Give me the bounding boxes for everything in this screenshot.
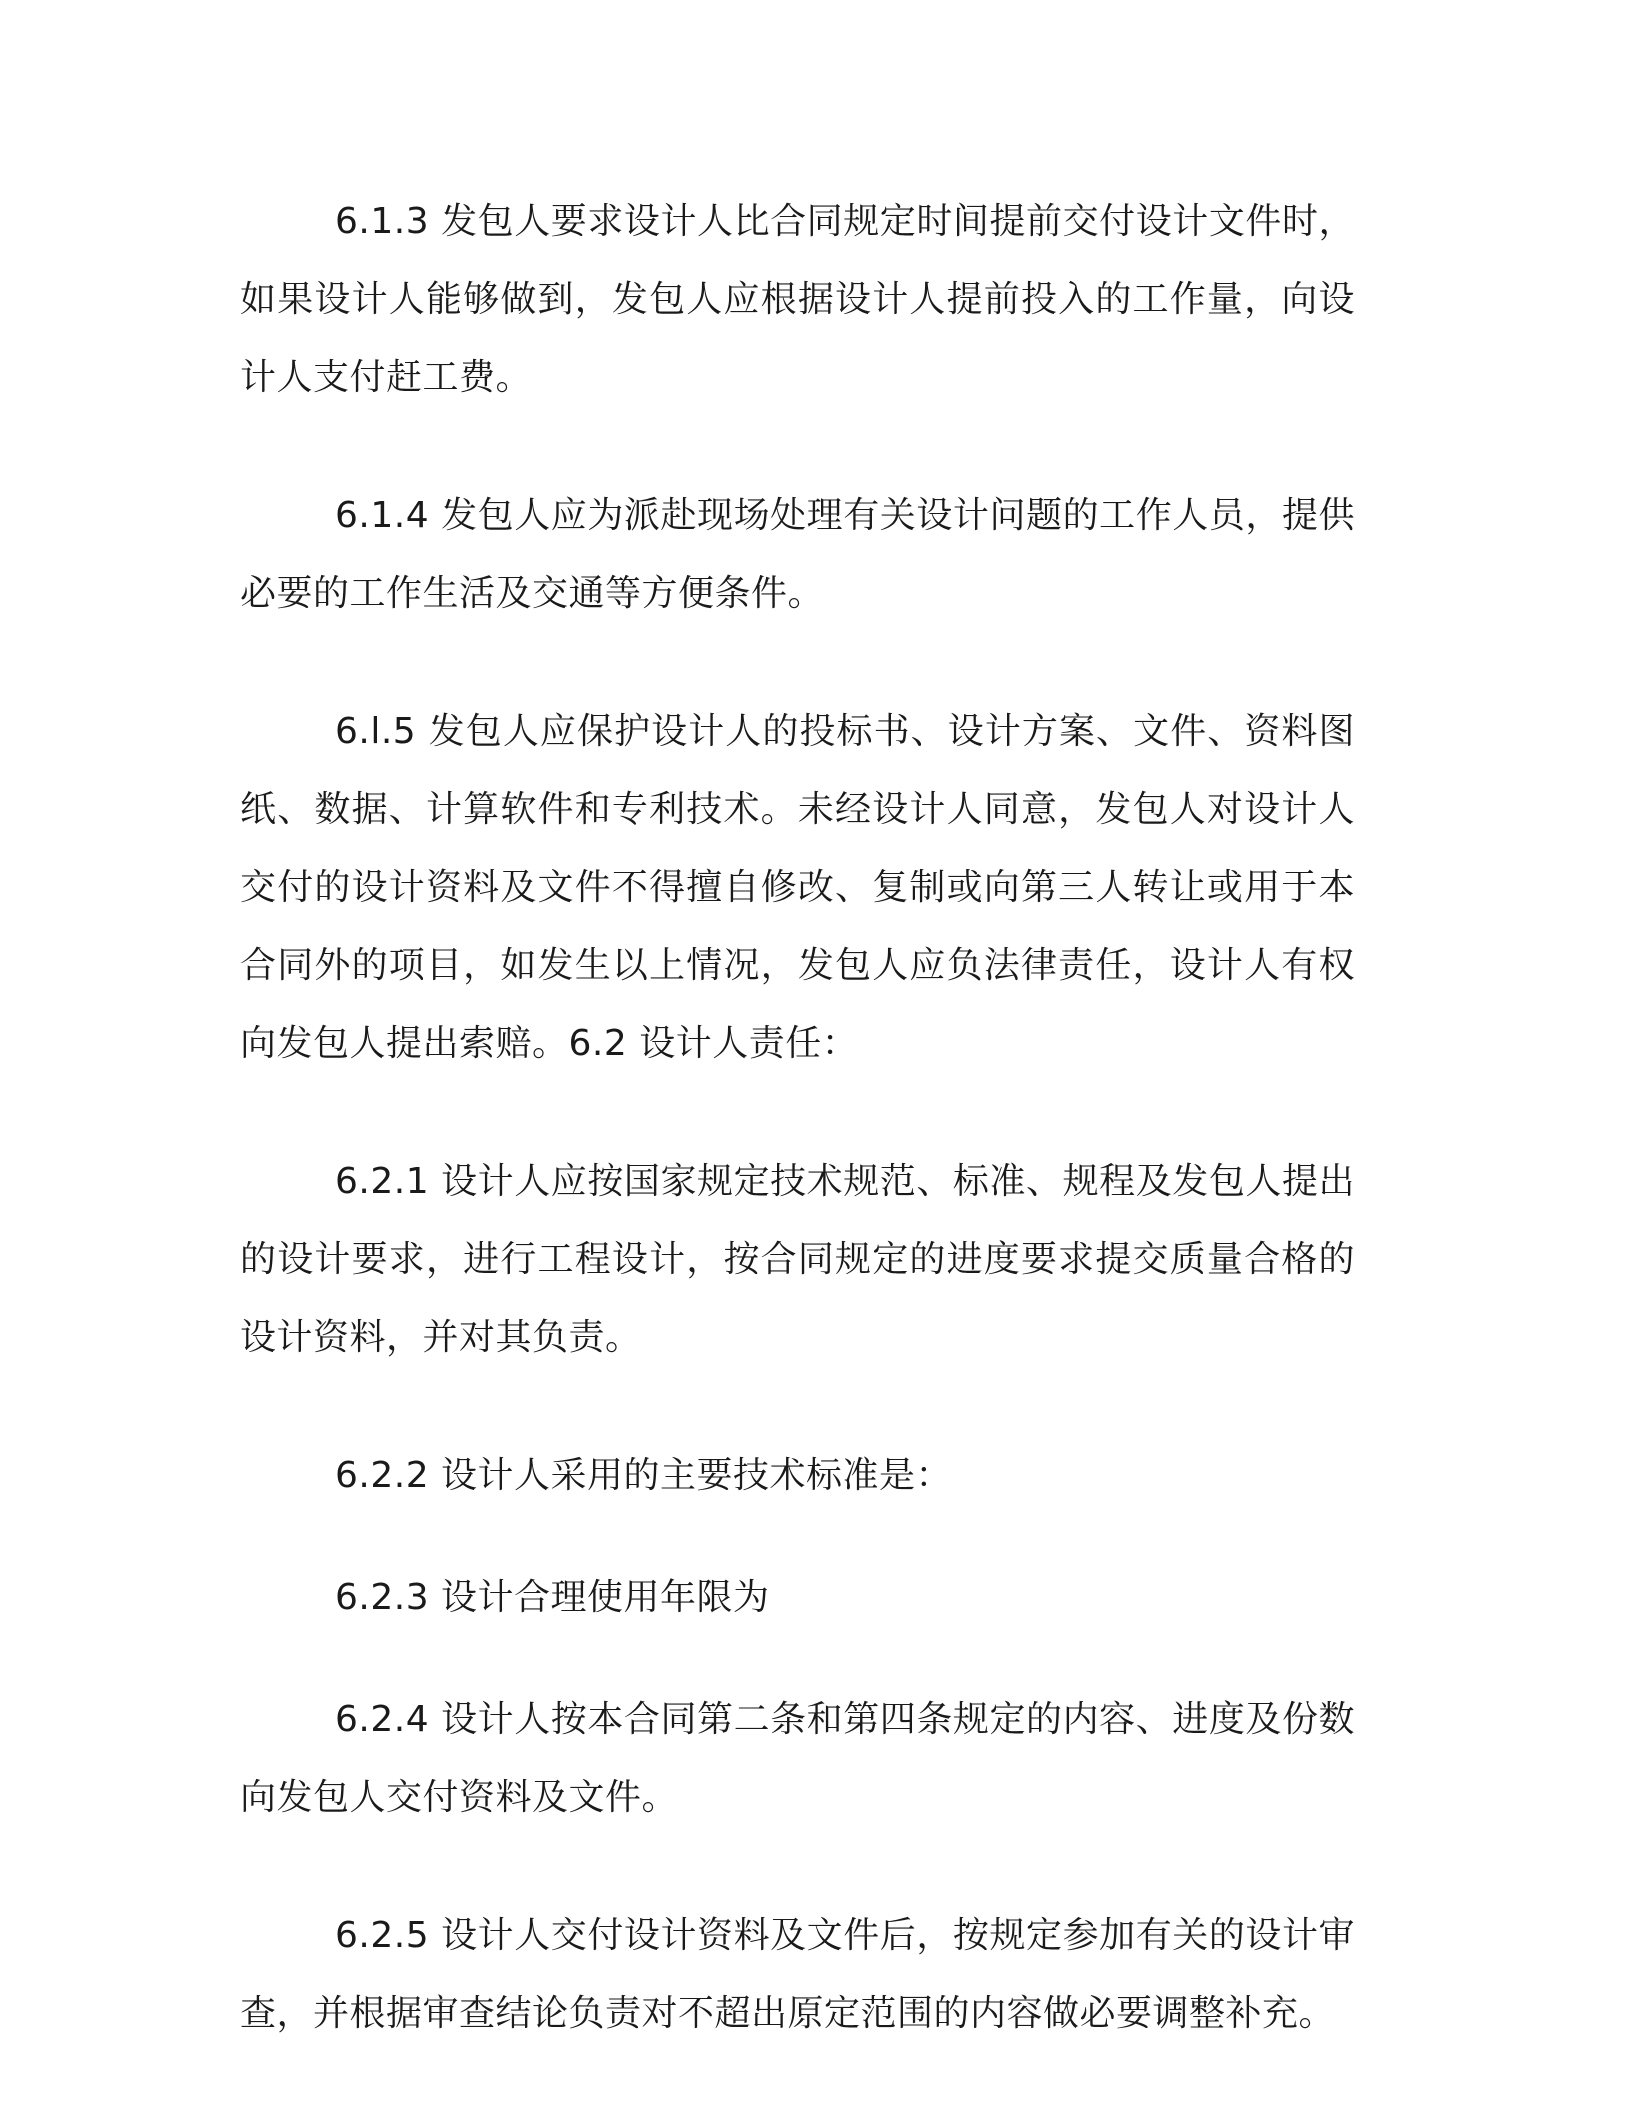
clause-6-2-4: 6.2.4 设计人按本合同第二条和第四条规定的内容、进度及份数向发包人交付资料及文件。 bbox=[240, 1699, 1355, 1818]
clause-6-1-3: 6.1.3 发包人要求设计人比合同规定时间提前交付设计文件时，如果设计人能够做到，发包人应根据设计人提前投入的工作量，向设计人支付赶工费。 bbox=[240, 201, 1355, 398]
document-page bbox=[240, 183, 1355, 2113]
clause-6-2-5: 6.2.5 设计人交付设计资料及文件后，按规定参加有关的设计审查，并根据审查结论负责对不超出原定范围的内容做必要调整补充。 bbox=[240, 1915, 1355, 2034]
clause-6-2-1: 6.2.1 设计人应按国家规定技术规范、标准、规程及发包人提出的设计要求，进行工程设计，按合同规定的进度要求提交质量合格的设计资料，并对其负责。 bbox=[240, 1161, 1355, 1358]
clause-6-2-2: 6.2.2 设计人采用的主要技术标准是： bbox=[335, 1455, 953, 1496]
clause-6-2-3: 6.2.3 设计合理使用年限为 bbox=[335, 1577, 770, 1618]
clause-6-1-5: 6.l.5 发包人应保护设计人的投标书、设计方案、文件、资料图纸、数据、计算软件和专利技术。未经设计人同意，发包人对设计人交付的设计资料及文件不得擅自修改、复制或向第三人转让或用于本合同外的项目，如发生以上情况，发包人应负法律责任，设计人有权向发包人提出索赔。6.2 设计人责任： bbox=[240, 711, 1355, 1064]
clause-6-1-4: 6.1.4 发包人应为派赴现场处理有关设计问题的工作人员，提供必要的工作生活及交通等方便条件。 bbox=[240, 495, 1355, 614]
